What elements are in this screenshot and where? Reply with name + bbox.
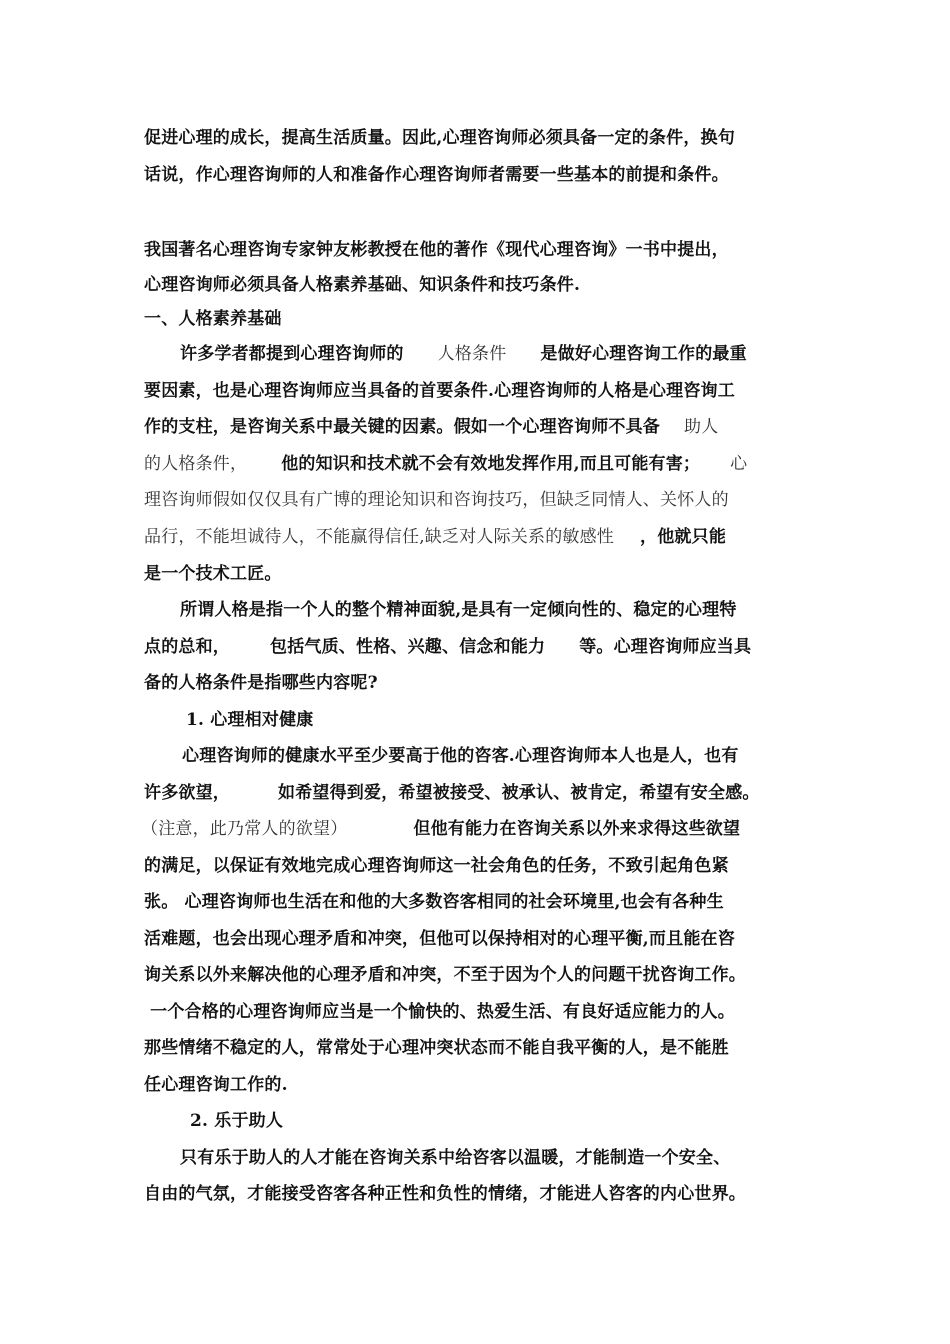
text-run: 等。心理咨询师应当具	[579, 637, 752, 657]
text-run: 包括气质、性格、兴趣、信念和能力	[270, 637, 546, 657]
paragraph-line: 自由的气氛，才能接受咨客各种正性和负性的情绪，才能进人咨客的内心世界。	[144, 1184, 746, 1204]
paragraph-line: 询关系以外来解决他的心理矛盾和冲突，不至于因为个人的问题干扰咨询工作。	[144, 965, 746, 985]
paragraph-line: 的满足，以保证有效地完成心理咨询师这一社会角色的任务，不致引起角色紧	[144, 856, 729, 876]
paragraph-line: 张。 心理咨询师也生活在和他的大多数咨客相同的社会环境里,也会有各种生	[144, 892, 724, 912]
paragraph-line: 一个合格的心理咨询师应当是一个愉快的、热爱生活、有良好适应能力的人。	[144, 1002, 735, 1022]
text-run: 心	[730, 454, 748, 474]
text-run: 是做好心理咨询工作的最重	[540, 344, 747, 364]
paragraph-line: 心理咨询师的健康水平至少要高于他的咨客.心理咨询师本人也是人，也有	[182, 746, 739, 766]
paragraph-line	[144, 781, 760, 805]
text-run: 许多欲望，	[144, 783, 230, 803]
paragraph-line: 要因素，也是心理咨询师应当具备的首要条件.心理咨询师的人格是心理咨询工	[144, 381, 735, 401]
paragraph-line: 活难题，也会出现心理矛盾和冲突，但他可以保持相对的心理平衡,而且能在咨	[144, 929, 735, 949]
paragraph-line: 所谓人格是指一个人的整个精神面貌,是具有一定倾向性的、稳定的心理特	[180, 600, 737, 620]
paragraph-line	[144, 415, 718, 439]
paragraph-line	[141, 817, 740, 841]
section-heading: 一、人格素养基础	[144, 309, 282, 329]
item-heading: 1. 心理相对健康	[186, 710, 314, 730]
paragraph-line	[144, 452, 747, 476]
paragraph-line	[144, 635, 751, 659]
item-heading: 2. 乐于助人	[190, 1111, 284, 1131]
text-run: 作的支柱，是咨询关系中最关键的因素。假如一个心理咨询师不具备	[144, 417, 660, 437]
text-run: 品行，不能坦诚待人，不能赢得信任,缺乏对人际关系的敏感性	[144, 527, 615, 547]
paragraph-line: 那些情绪不稳定的人，常常处于心理冲突状态而不能自我平衡的人，是不能胜	[144, 1038, 729, 1058]
text-run: 但他有能力在咨询关系以外来求得这些欲望	[413, 819, 741, 839]
text-run: 助人	[684, 417, 719, 437]
paragraph-line: 任心理咨询工作的.	[144, 1075, 288, 1095]
text-run: 点的总和，	[144, 637, 230, 657]
paragraph-line: 理咨询师假如仅仅具有广博的理论知识和咨询技巧，但缺乏同情人、关怀人的	[144, 490, 729, 510]
paragraph-line	[180, 342, 747, 366]
text-run: 如希望得到爱，希望被接受、被承认、被肯定，希望有安全感。	[278, 783, 760, 803]
paragraph-line: 是一个技术工匠。	[144, 564, 282, 584]
text-run: 人格条件	[437, 344, 507, 364]
paragraph-line: 备的人格条件是指哪些内容呢?	[144, 673, 378, 693]
text-run: 许多学者都提到心理咨询师的	[180, 344, 404, 364]
paragraph-line: 心理咨询师必须具备人格素养基础、知识条件和技巧条件.	[144, 275, 581, 295]
paragraph-line: 促进心理的成长，提高生活质量。因此,心理咨询师必须具备一定的条件，换句	[144, 128, 735, 148]
paragraph-line	[144, 525, 726, 549]
text-run: 的人格条件，	[144, 454, 248, 474]
text-run: （注意，此乃常人的欲望）	[141, 819, 348, 839]
paragraph-line: 我国著名心理咨询专家钟友彬教授在他的著作《现代心理咨询》一书中提出，	[144, 240, 729, 260]
paragraph-line: 话说，作心理咨询师的人和准备作心理咨询师者需要一些基本的前提和条件。	[144, 165, 729, 185]
text-run: 他的知识和技术就不会有效地发挥作用,而且可能有害；	[281, 454, 701, 474]
text-run: ，他就只能	[640, 527, 727, 547]
paragraph-line: 只有乐于助人的人才能在咨询关系中给咨客以温暖，才能制造一个安全、	[180, 1148, 731, 1168]
